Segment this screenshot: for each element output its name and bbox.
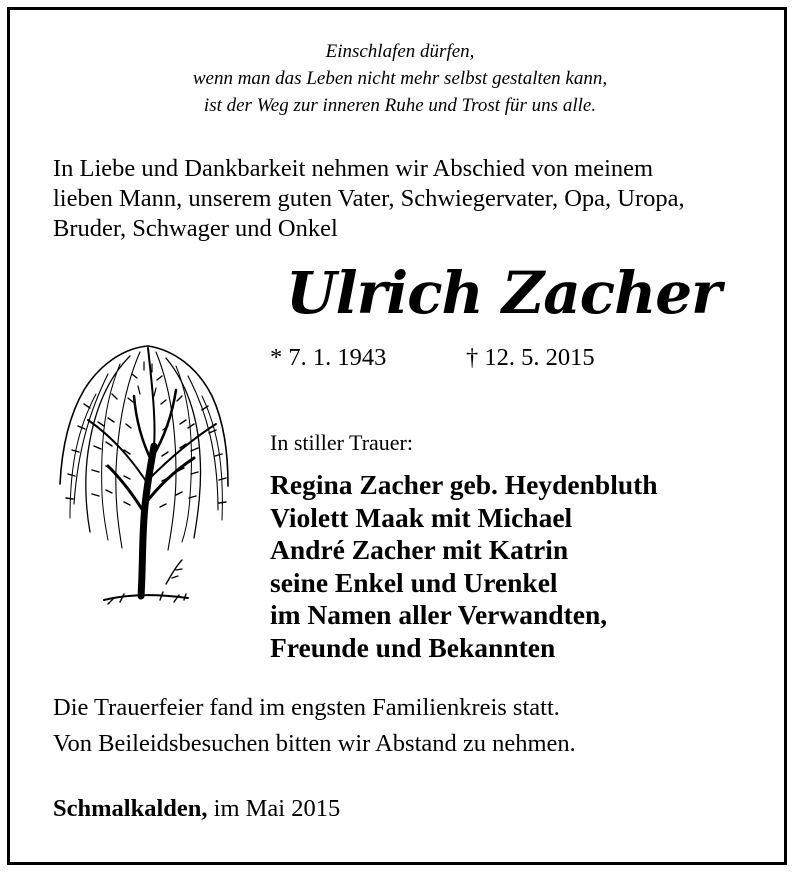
verse-line-1: Einschlafen dürfen, (325, 41, 475, 62)
date: im Mai 2015 (213, 795, 341, 822)
opening-verse (0, 38, 800, 119)
mourner-line: Regina Zacher geb. Heydenbluth (270, 469, 658, 500)
mourner-line: seine Enkel und Urenkel (270, 566, 558, 598)
intro-line-3: Bruder, Schwager und Onkel (53, 215, 338, 242)
deceased-name: Ulrich Zacher (286, 259, 721, 327)
note-line-1: Die Trauerfeier fand im engsten Familienkreis statt. (53, 694, 560, 721)
mourners-list (270, 469, 658, 664)
mourning-label: In stiller Trauer: (270, 430, 413, 455)
mourner-line: im Namen aller Verwandten, (270, 599, 608, 630)
farewell-intro (53, 154, 773, 244)
mourner-line: André Zacher mit Katrin (270, 534, 569, 565)
mourner-line: Freunde und Bekannten (270, 631, 556, 663)
weeping-willow-tree-icon (48, 334, 240, 610)
intro-line-1: In Liebe und Dankbarkeit nehmen wir Abschied von meinem (53, 155, 654, 182)
place: Schmalkalden, (53, 795, 208, 822)
place-and-date (53, 794, 340, 824)
verse-line-3: ist der Weg zur inneren Ruhe und Trost für uns alle. (203, 95, 597, 116)
intro-line-2: lieben Mann, unserem guten Vater, Schwiegervater, Opa, Uropa, (53, 185, 685, 212)
verse-line-2: wenn man das Leben nicht mehr selbst gestalten kann, (192, 68, 608, 89)
mourner-line: Violett Maak mit Michael (270, 501, 573, 533)
death-date: † 12. 5. 2015 (466, 344, 595, 371)
birth-date: * 7. 1. 1943 (270, 344, 387, 371)
funeral-notes (53, 690, 576, 762)
note-line-2: Von Beileidsbesuchen bitten wir Abstand zu nehmen. (53, 730, 576, 757)
